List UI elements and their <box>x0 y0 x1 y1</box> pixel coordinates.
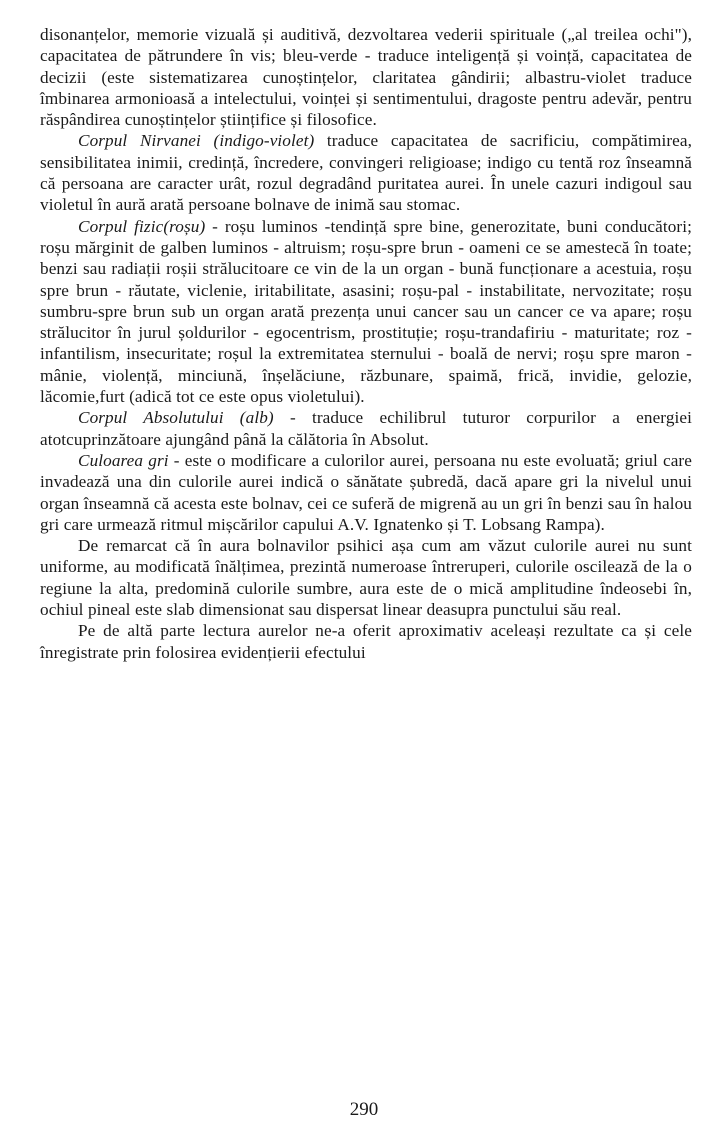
paragraph-4-lead: Corpul Absolutului (alb) <box>78 408 274 428</box>
paragraph-4 <box>40 407 692 450</box>
paragraph-7 <box>40 620 692 663</box>
paragraph-6 <box>40 535 692 620</box>
paragraph-1 <box>40 24 692 130</box>
paragraph-3-lead: Corpul fizic(roșu) <box>78 216 206 236</box>
page-number: 290 <box>349 1099 379 1120</box>
paragraph-3 <box>40 216 692 408</box>
paragraph-1-text: disonanțelor, memorie vizuală și auditivă, dezvoltarea vederii spirituale („al treilea ochi"), capacitatea de pătrundere în vis; bleu-verde - traduce inteligență și voință, capacitatea de decizii (este sistematizarea cunoștințelor, claritatea gândirii; albastru-violet traduce îmbinarea armonioasă a intelectului, voinței și sentimentului, dragoste pentru adevăr, pentru răspândirea cunoștințelor științifice și filosofice. <box>40 25 692 130</box>
paragraph-5-lead: Culoarea gri <box>78 450 169 470</box>
paragraph-5-text: - este o modificare a culorilor aurei, persoana nu este evoluată; griul care invadează una din culorile aurei indică o sănătate șubredă, dacă apare gri la nivelul unui organ înseamnă că acesta este bolnav, cei ce suferă de migrenă au un gri în benzi sau în halou gri care urmează ritmul mișcărilor capului A.V. Ignatenko și T. Lobsang Rampa). <box>40 450 692 534</box>
paragraph-2 <box>40 130 692 215</box>
paragraph-2-text: traduce capacitatea de sacrificiu, compătimirea, sensibilitatea inimii, credință, încredere, convingeri religioase; indigo cu tentă roz înseamnă că persoana are caracter urât, rozul degradând puritatea aurei. În unele cazuri indigoul sau violetul în aură arată persoane bolnave de inimă sau stomac. <box>40 131 692 215</box>
paragraph-7-text: Pe de altă parte lectura aurelor ne-a oferit aproximativ aceleași rezultate ca și cele înregistrate prin folosirea evidențierii efectului <box>40 621 692 662</box>
paragraph-6-text: De remarcat că în aura bolnavilor psihici așa cum am văzut culorile aurei nu sunt uniforme, au modificată înălțimea, prezintă numeroase întreruperi, culorile oscilează de la o regiune la alta, predomină culorile sumbre, aura este de o mică amplitudine îndeosebi în, ochiul pineal este slab dimensionat sau dispersat linear deasupra punctului său real. <box>40 536 692 620</box>
page-body <box>40 24 692 663</box>
paragraph-4-text: - traduce echilibrul tuturor corpurilor a energiei atotcuprinzătoare ajungând până la călătoria în Absolut. <box>40 408 692 449</box>
paragraph-2-lead: Corpul Nirvanei (indigo-violet) <box>78 131 315 151</box>
paragraph-3-text: - roșu luminos -tendință spre bine, generozitate, buni conducători; roșu mărginit de galben luminos - altruism; roșu-spre brun - oameni ce se amestecă în toate; benzi sau radiații roșii strălucitoare ce vin de la un organ - bună funcționare a acestuia, roșu spre brun - răutate, viclenie, iritabilitate, asasini; roșu-pal - instabilitate, nervozitate; roșu sumbru-spre brun sub un organ arată prezența unui cancer sau un cancer ce va apare; roșu strălucitor în jurul șoldurilor - egocentrism, prostituție; roșu-trandafiriu - maturitate; roz - infantilism, insecuritate; roșul la extremitatea sternului - boală de nervi; roșu spre maron - mânie, violență, minciună, înșelăciune, răzbunare, spaimă, frică, invidie, gelozie, lăcomie,furt (adică tot ce este opus violetului). <box>40 216 692 407</box>
paragraph-5 <box>40 450 692 535</box>
